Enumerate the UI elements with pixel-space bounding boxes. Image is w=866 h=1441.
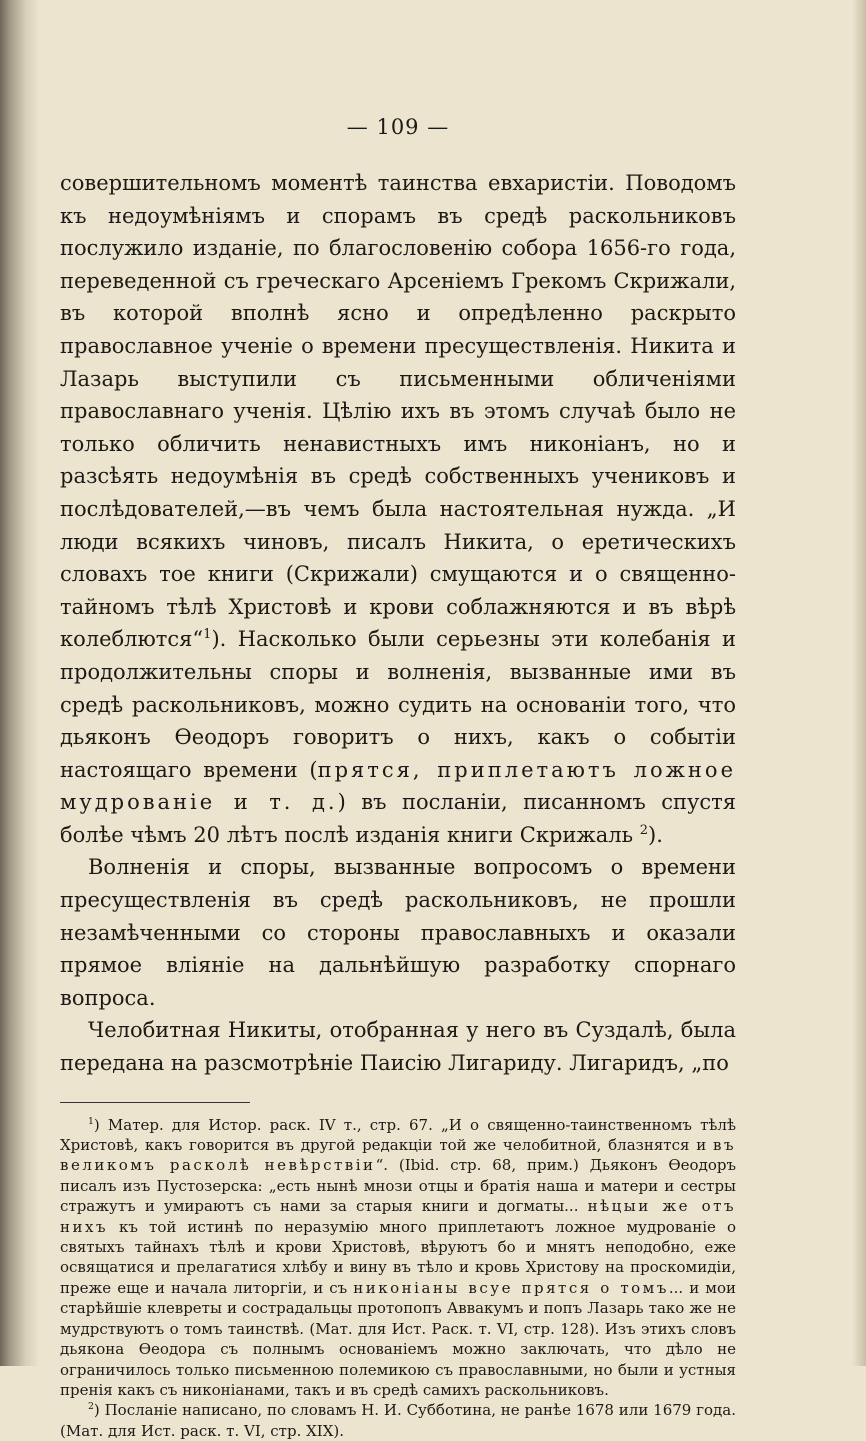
paragraph-1-text-d: ). — [648, 822, 663, 847]
footnote-1-spaced-1: въ великомъ расколѣ невѣрствіи — [60, 1136, 736, 1175]
footnote-divider — [60, 1102, 250, 1103]
footnote-1-marker: 1 — [88, 1115, 94, 1127]
footnote-2-marker: 2 — [88, 1401, 94, 1413]
footnote-2 — [60, 1400, 736, 1441]
footnote-2-text: ) Посланіе написано, по словамъ Н. И. Субботина, не ранѣе 1678 или 1679 года. (Мат. для Ист. раск. т. VI, стр. XIX). — [60, 1401, 736, 1440]
book-gutter-shadow — [0, 0, 40, 1366]
page-edge-shadow — [852, 0, 866, 1366]
footnote-1-spaced-2: нѣцыи же отъ нихъ — [60, 1197, 736, 1236]
main-text — [60, 167, 736, 1080]
footnote-ref-1: 1 — [203, 627, 212, 643]
footnote-1-text-c: къ той истинѣ по неразумію много приплетаютъ ложное мудрованіе о святыхъ тайнахъ тѣлѣ и крови Христовѣ, вѣруютъ бо и мнятъ неподобно, еже освящатися и прелагатися хлѣбу и вину въ тѣло и кровь Христову на проскомидіи, преже еще и начала литоргіи, и съ — [60, 1217, 736, 1297]
book-page — [60, 115, 736, 1441]
footnote-ref-2: 2 — [639, 822, 648, 838]
paragraph-1-text-b: ). Насколько были серьезны эти колебанія и продолжительны споры и волненія, вызванные ими въ средѣ раскольниковъ, можно судить на основаніи того, что дьяконъ Ѳеодоръ говоритъ о нихъ, какъ о событіи настоящаго времени ( — [60, 627, 736, 782]
paragraph-3: Челобитная Никиты, отобранная у него въ Суздалѣ, была передана на разсмотрѣніе Паисію Лигариду. Лигаридъ, „по — [60, 1018, 736, 1076]
footnote-1-text-a: ) Матер. для Истор. раск. IV т., стр. 67. „И о священно-таинственномъ тѣлѣ Христовѣ, какъ говорится въ другой редакціи той же челобитной, блазнятся и — [60, 1115, 736, 1155]
footnote-1 — [60, 1115, 736, 1401]
footnotes — [60, 1115, 736, 1441]
paragraph-1 — [60, 167, 736, 851]
footnote-1-spaced-3: никоніаны всуе прятся о томъ — [353, 1278, 669, 1297]
footnote-1-text-d: ... и мои старѣйшіе клевреты и сострадальцы протопопъ Аввакумъ и попъ Лазарь тако же не мудрствуютъ о томъ таинствѣ. (Мат. для Ист. Раск. т. VI, стр. 128). Изъ этихъ словъ дьякона Ѳеодора съ полнымъ основаніемъ можно заключать, что дѣло не ограничилось только письменною полемикою съ православными, но были и устныя пренія какъ съ никоніанами, такъ и въ средѣ самихъ раскольниковъ. — [60, 1278, 736, 1399]
footnote-1-text-b: “. (Ibid. стр. 68, прим.) Дьяконъ Ѳеодоръ писалъ изъ Пустозерска: „есть нынѣ мнози отцы и братія наша и матери и сестры стражутъ и умираютъ съ нами за старыя книги и догматы... — [60, 1156, 736, 1216]
paragraph-1-text-a: совершительномъ моментѣ таинства евхаристіи. Поводомъ къ недоумѣніямъ и спорамъ въ средѣ раскольниковъ послужило изданіе, по благословенію собора 1656-го года, переведенной съ греческаго Арсеніемъ Грекомъ Скрижали, въ которой вполнѣ ясно и опредѣленно раскрыто православное ученіе о времени пресуществленія. Никита и Лазарь выступили съ письменными обличеніями православнаго ученія. Цѣлію ихъ въ этомъ случаѣ было не только обличить ненавистныхъ имъ никоніанъ, но и разсѣять недоумѣнія въ средѣ собственныхъ учениковъ и послѣдователей,—въ чемъ была настоятельная нужда. „И люди всякихъ чиновъ, писалъ Никита, о еретическихъ словахъ тое книги (Скрижали) смущаются и о священно-тайномъ тѣлѣ Христовѣ и крови соблажняются и въ вѣрѣ колеблются“ — [60, 171, 736, 652]
page-number: — 109 — — [346, 115, 450, 139]
paragraph-2: Волненія и споры, вызванные вопросомъ о времени пресуществленія въ средѣ раскольниковъ, не прошли незамѣченными со стороны православныхъ и оказали прямое вліяніе на дальнѣйшую разработку спорнаго вопроса. — [60, 855, 736, 1010]
paragraph-1-text-c: ) въ посланіи, писанномъ спустя болѣе чѣмъ 20 лѣтъ послѣ изданія книги Скрижаль — [60, 790, 736, 847]
paragraph-1-spaced-quote: прятся, приплетаютъ ложное мудрованіе и т. д. — [60, 757, 736, 815]
